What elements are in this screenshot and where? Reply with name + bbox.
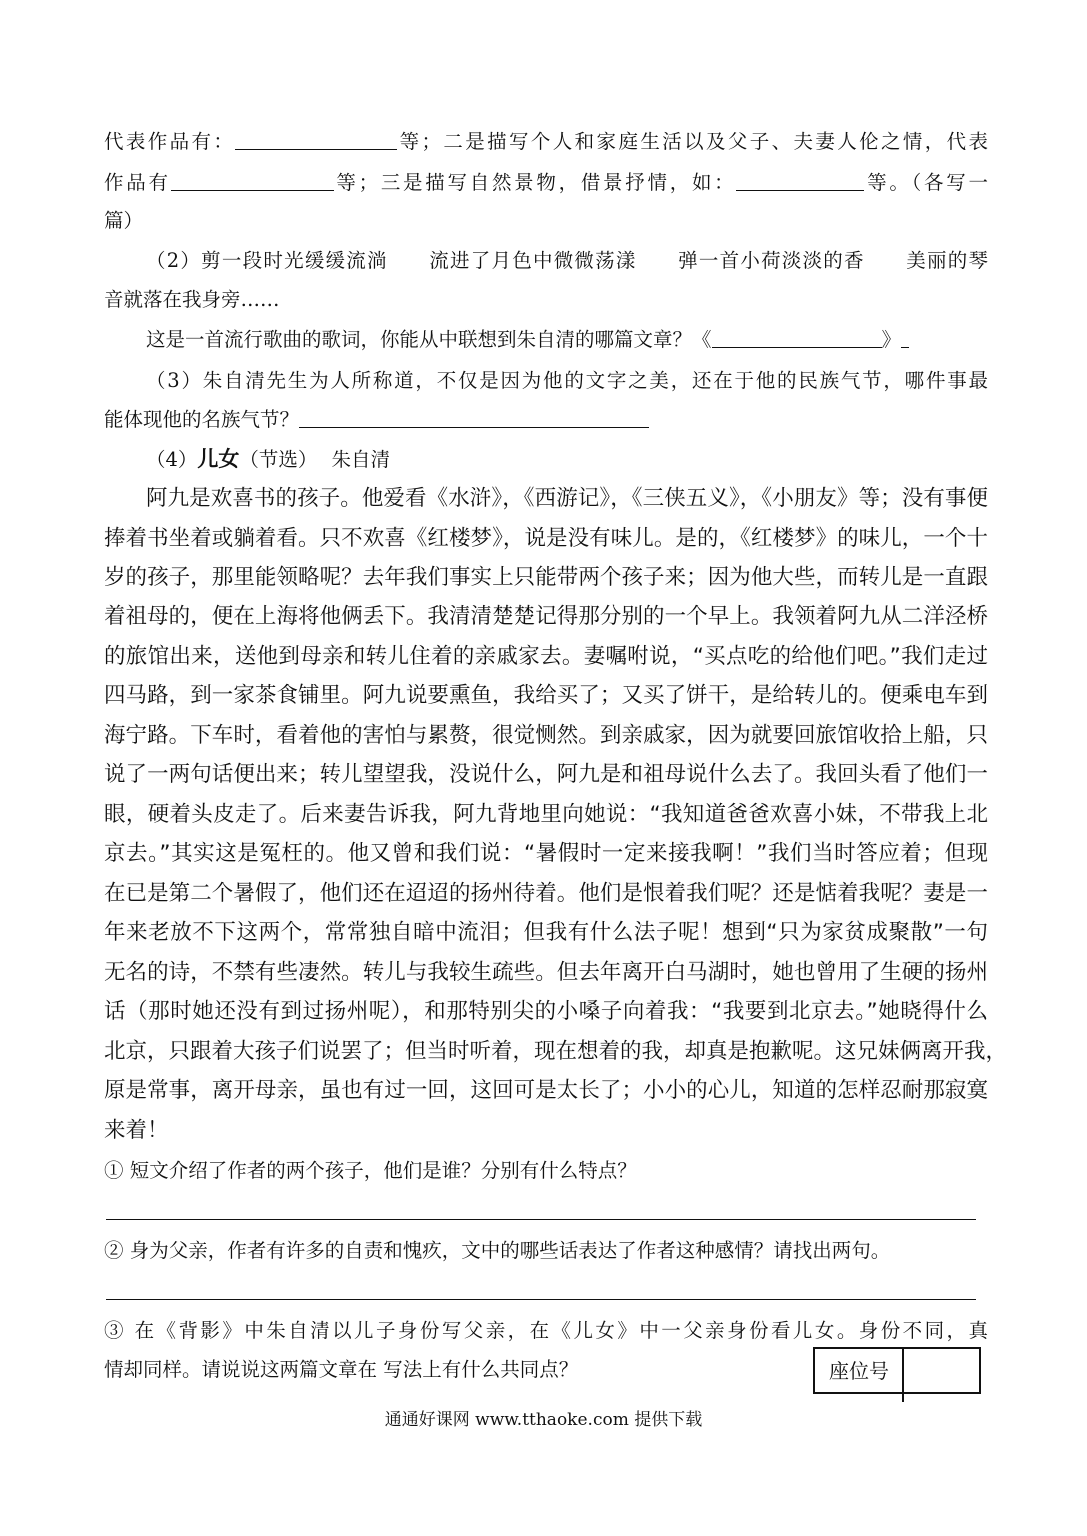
sub-question-3-line-2: 情却同样。请说说这两篇文章在 写法上有什么共同点？: [104, 1358, 579, 1381]
passage-line: 在已是第二个暑假了，他们还在迢迢的扬州待着。他们是恨着我们呢？还是惦着我呢？妻是一: [104, 881, 988, 906]
q1-line-1: 代表作品有： 等；二是描写个人和家庭生活以及父子、夫妻人伦之情，代表: [104, 130, 988, 153]
passage-line: 海宁路。下车时，看着他的害怕与累赘，很觉恻然。到亲戚家，因为就要回旅馆收拾上船，只: [104, 723, 988, 748]
q1-line-2: 作品有 等；三是描写自然景物，借景抒情，如： 等。（各写一: [104, 171, 988, 194]
passage-line: 捧着书坐着或躺着看。只不欢喜《红楼梦》，说是没有味儿。是的，《红楼梦》的味儿，一个十: [104, 526, 988, 551]
passage-line: 阿九是欢喜书的孩子。他爱看《水浒》，《西游记》，《三侠五义》，《小朋友》等；没有事便: [146, 486, 988, 511]
page-footer: 通通好课网 www.tthaoke.com 提供下载: [384, 1410, 703, 1430]
passage-line: 京去。”其实这是冤枉的。他又曾和我们说：“暑假时一定来接我啊！”我们当时答应着；但现: [104, 841, 988, 866]
q2-question: 这是一首流行歌曲的歌词，你能从中联想到朱自清的哪篇文章？《 》: [146, 327, 988, 353]
sub-question-1: ① 短文介绍了作者的两个孩子，他们是谁？分别有什么特点？: [104, 1159, 637, 1182]
sub-question-2: ② 身为父亲，作者有许多的自责和愧疚，文中的哪些话表达了作者这种感情？请找出两句。: [104, 1239, 891, 1262]
passage-line: 眼，硬着头皮走了。后来妻告诉我，阿九背地里向她说：“我知道爸爸欢喜小妹，不带我上北: [104, 802, 988, 827]
passage-line: 的旅馆出来，送他到母亲和转儿住着的亲戚家去。妻嘱咐说，“买点吃的给他们吧。”我们走过: [104, 644, 988, 669]
answer-blank-tail: [901, 329, 909, 348]
q3-line-2: 能体现他的名族气节？: [104, 407, 988, 433]
q2-lyrics-line-1: （2）剪一段时光缓缓流淌 流进了月色中微微荡漾 弹一首小荷淡淡的香 美丽的琴: [146, 249, 988, 272]
seat-number-divider: [902, 1347, 904, 1402]
passage-author: 朱自清: [331, 448, 390, 471]
answer-blank[interactable]: [171, 172, 334, 191]
passage-line: 着祖母的，便在上海将他俩丢下。我清清楚楚记得那分别的一个早上。我领着阿九从二洋泾桥: [104, 604, 988, 629]
passage-line: 岁的孩子，那里能领略呢？去年我们事实上只能带两个孩子来；因为他大些，而转儿是一直跟: [104, 565, 988, 590]
q3-line-1: （3）朱自清先生为人所称道，不仅是因为他的文字之美，还在于他的民族气节，哪件事最: [146, 369, 988, 392]
passage-line: 话（那时她还没有到过扬州呢），和那特别尖的小嗓子向着我：“我要到北京去。”她晓得什么: [104, 999, 988, 1024]
passage-line: 原是常事，离开母亲，虽也有过一回，这回可是太长了；小小的心儿，知道的怎样忍耐那寂寞: [104, 1078, 988, 1103]
sub-question-3-line-1: ③ 在《背影》中朱自清以儿子身份写父亲，在《儿女》中一父亲身份看儿女。身份不同，真: [104, 1319, 988, 1342]
q2-lyrics-line-2: 音就落在我身旁……: [104, 288, 280, 311]
passage-line: 无名的诗，不禁有些凄然。转儿与我较生疏些。但去年离开白马湖时，她也曾用了生硬的扬州: [104, 960, 988, 985]
q1-line-3: 篇）: [104, 209, 144, 232]
answer-blank[interactable]: [736, 172, 864, 191]
passage-line: 北京，只跟着大孩子们说罢了；但当时听着，现在想着的我，却真是抱歉呢。这兄妹俩离开我，: [104, 1039, 1008, 1064]
answer-blank[interactable]: [712, 329, 882, 348]
answer-blank[interactable]: [235, 131, 397, 150]
passage-line: 四马路，到一家茶食铺里。阿九说要熏鱼，我给买了；又买了饼干，是给转儿的。便乘电车到: [104, 683, 988, 708]
passage-line: 说了一两句话便出来；转儿望望我，没说什么，阿九是和祖母说什么去了。我回头看了他们一: [104, 762, 988, 787]
passage-line: 年来老放不下这两个，常常独自暗中流泪；但我有什么法子呢！想到“只为家贫成聚散”一句: [104, 920, 988, 945]
answer-blank[interactable]: [299, 409, 649, 428]
seat-number-label: 座位号: [829, 1359, 889, 1383]
answer-line[interactable]: [106, 1299, 976, 1300]
passage-line: 来着！: [104, 1118, 169, 1143]
seat-number-box: [813, 1347, 981, 1394]
q4-heading: （4）儿女（节选） 朱自清: [146, 446, 390, 471]
passage-title: 儿女: [197, 446, 240, 471]
answer-line[interactable]: [106, 1219, 976, 1220]
